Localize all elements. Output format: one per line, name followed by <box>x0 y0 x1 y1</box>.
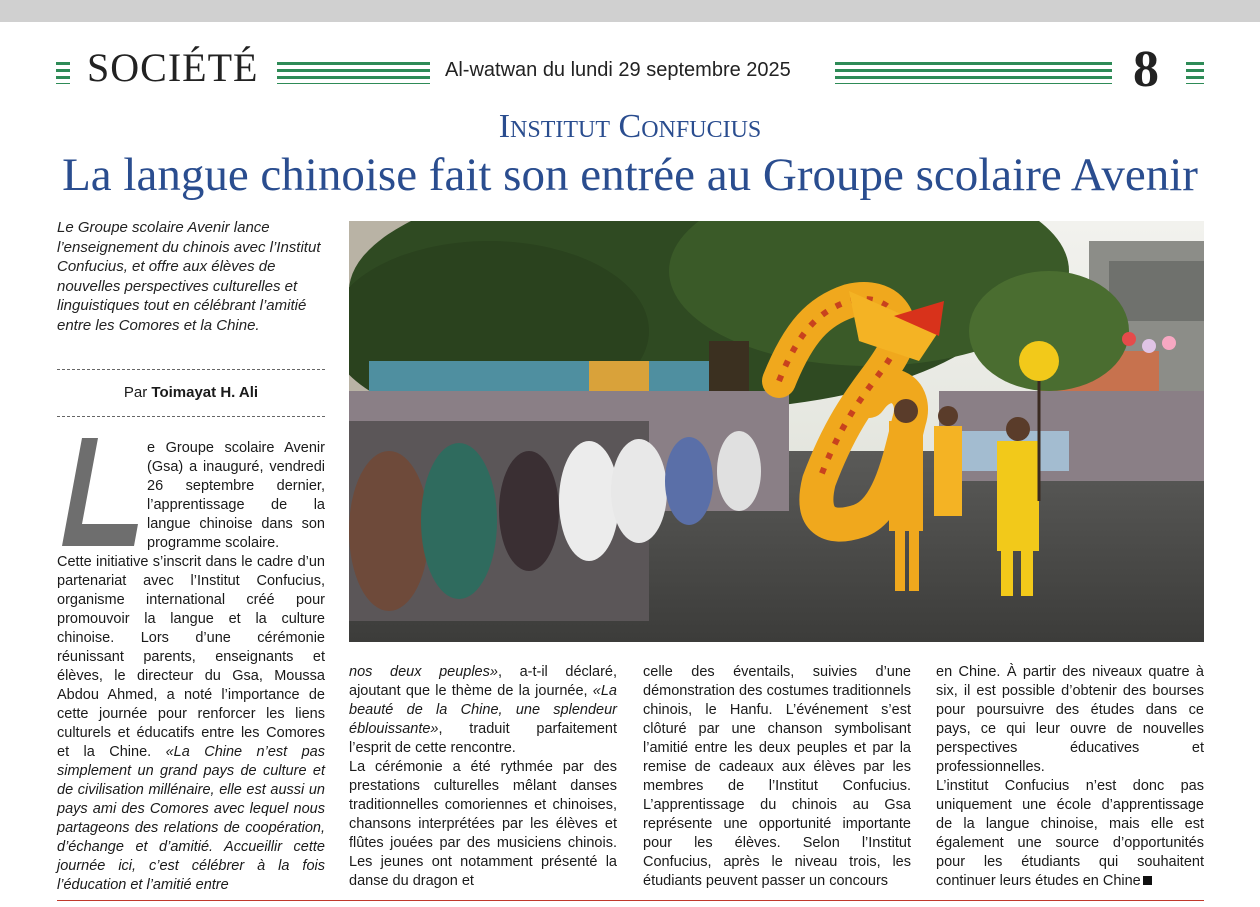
column-2-text-2: , traduit parfaitement l’esprit de cette rencontre. <box>349 721 617 756</box>
dashed-divider <box>57 416 325 417</box>
article-kicker: Institut Confucius <box>498 108 762 145</box>
byline-prefix: Par <box>123 384 148 401</box>
column-2-text-1: , a-t-il déclaré, ajoutant que le thème de la journée, <box>349 664 617 699</box>
drop-cap <box>62 438 140 546</box>
dashed-divider <box>57 369 325 370</box>
byline <box>57 384 325 401</box>
event-theme: «La beauté de la Chine, une splendeur éblouissante» <box>349 683 617 737</box>
column-4-para-2 <box>936 777 1204 891</box>
page-number: 8 <box>1133 41 1159 98</box>
director-quote: «La Chine n’est pas simplement un grand pays de culture et de civilisation millénaire, elle est aussi un pays ami des Comores avec lequel nous partageons des relations de coopération, d’échange et d’amitié. Accueillir cette journée ici, c’est célébrer à la fois l’éducation et l’amitié entre <box>57 744 325 893</box>
column-1 <box>57 553 325 895</box>
column-1-intro: e Groupe scolaire Avenir (Gsa) a inauguré, vendredi 26 septembre dernier, l’apprentissage de la langue chinoise dans son programme scolaire. <box>147 440 325 551</box>
column-4-para-1: en Chine. À partir des niveaux quatre à six, il est possible d’obtenir des bourses pour poursuivre des études dans ce pays, ce qui leur ouvre de nouvelles perspectives éducatives et professionnelles. <box>936 664 1204 775</box>
top-gray-bar <box>0 0 1260 22</box>
article-lede: Le Groupe scolaire Avenir lance l’enseignement du chinois avec l’Institut Confucius, et offre aux élèves de nouvelles perspectives culturelles et linguistiques tout en célébrant l’amitié entre les Comores et la Chine. <box>57 219 321 334</box>
bottom-rule <box>57 900 1204 901</box>
column-2-para-1 <box>349 663 617 758</box>
section-title: SOCIÉTÉ <box>87 45 259 90</box>
column-3 <box>643 663 911 891</box>
masthead-stripes-center-right <box>835 62 1112 84</box>
column-4-text-2: L’institut Confucius n’est donc pas uniquement une école d’apprentissage de la langue chinoise, mais elle est également une source d’opportunités pour les étudiants qui souhaitent continuer leurs études en Chine <box>936 778 1204 889</box>
column-4 <box>936 663 1204 891</box>
drop-cap-letter <box>140 438 141 439</box>
column-3-text: celle des éventails, suivies d’une démonstration des costumes traditionnels chinois, le Hanfu. L’événement s’est clôturé par une chanson symbolisant l’amitié entre les deux peuples et par la remise de cadeaux aux élèves par les membres de l’Institut Confucius. L’apprentissage du chinois au Gsa représente une opportunité importante pour les élèves. Selon l’Institut Confucius, après le niveau trois, les étudiants peuvent passer un concours <box>643 664 911 889</box>
quote-end: nos deux peuples» <box>349 664 498 680</box>
column-1-text: Cette initiative s’inscrit dans le cadre d’un partenariat avec l’Institut Confucius, organisme international créé pour promouvoir la langue et la culture chinoise. Lors d’une cérémonie réunissant parents, enseignants et élèves, le directeur du Gsa, Moussa Abdou Ahmed, a noté l’importance de cette journée pour renforcer les liens culturels et éducatifs entre les Comores et la Chine. <box>57 554 325 760</box>
masthead-stripes-left <box>56 62 70 84</box>
column-2 <box>349 663 617 891</box>
byline-author: Toimayat H. Ali <box>151 384 259 401</box>
masthead-stripes-right <box>1186 62 1204 84</box>
column-2-para-2: La cérémonie a été rythmée par des prestations culturelles mêlant danses traditionnelles comoriennes et chinoises, chansons interprétées par les élèves et flûtes jouées par des musiciens chinois. Les jeunes ont notamment présenté la danse du dragon et <box>349 759 617 889</box>
dragon-dance-photo <box>349 221 1204 642</box>
masthead-stripes-center-left <box>277 62 430 84</box>
edition-date: Al-watwan du lundi 29 septembre 2025 <box>445 59 791 81</box>
end-of-article-mark <box>1143 876 1152 885</box>
article-headline: La langue chinoise fait son entrée au Groupe scolaire Avenir <box>62 149 1198 201</box>
